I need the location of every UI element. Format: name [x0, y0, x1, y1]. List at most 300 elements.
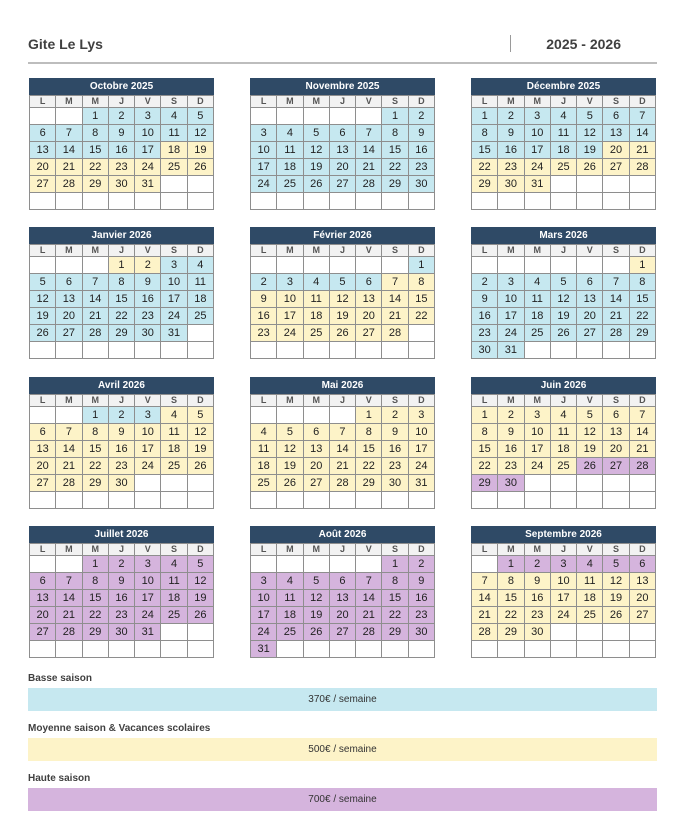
day-cell[interactable]: 19: [303, 607, 329, 624]
day-cell[interactable]: 12: [603, 573, 629, 590]
day-cell[interactable]: 4: [187, 257, 213, 274]
day-cell[interactable]: 14: [356, 590, 382, 607]
day-cell[interactable]: 11: [550, 424, 576, 441]
day-cell[interactable]: 5: [187, 108, 213, 125]
day-cell[interactable]: 7: [382, 274, 408, 291]
day-cell[interactable]: 30: [408, 624, 434, 641]
day-cell[interactable]: 29: [82, 475, 108, 492]
day-cell[interactable]: 7: [329, 424, 355, 441]
day-cell[interactable]: 1: [498, 556, 524, 573]
day-cell[interactable]: 12: [550, 291, 576, 308]
day-cell[interactable]: 4: [303, 274, 329, 291]
day-cell[interactable]: 8: [82, 424, 108, 441]
day-cell[interactable]: 12: [303, 590, 329, 607]
day-cell[interactable]: 9: [251, 291, 277, 308]
day-cell[interactable]: 16: [408, 590, 434, 607]
day-cell[interactable]: 6: [56, 274, 82, 291]
day-cell[interactable]: 13: [329, 590, 355, 607]
day-cell[interactable]: 17: [524, 142, 550, 159]
day-cell[interactable]: 28: [629, 159, 655, 176]
day-cell[interactable]: 5: [329, 274, 355, 291]
day-cell[interactable]: 28: [82, 325, 108, 342]
day-cell[interactable]: 30: [108, 475, 134, 492]
day-cell[interactable]: 20: [629, 590, 655, 607]
day-cell[interactable]: 15: [82, 441, 108, 458]
day-cell[interactable]: 4: [550, 108, 576, 125]
day-cell[interactable]: 9: [498, 424, 524, 441]
day-cell[interactable]: 2: [382, 407, 408, 424]
day-cell[interactable]: 31: [161, 325, 187, 342]
day-cell[interactable]: 24: [135, 159, 161, 176]
day-cell[interactable]: 7: [56, 424, 82, 441]
day-cell[interactable]: 10: [135, 424, 161, 441]
day-cell[interactable]: 14: [603, 291, 629, 308]
day-cell[interactable]: 7: [356, 125, 382, 142]
day-cell[interactable]: 27: [577, 325, 603, 342]
day-cell[interactable]: 19: [329, 308, 355, 325]
day-cell[interactable]: 24: [251, 176, 277, 193]
day-cell[interactable]: 22: [472, 458, 498, 475]
day-cell[interactable]: 5: [603, 556, 629, 573]
day-cell[interactable]: 7: [82, 274, 108, 291]
day-cell[interactable]: 3: [251, 125, 277, 142]
day-cell[interactable]: 27: [30, 475, 56, 492]
day-cell[interactable]: 22: [82, 159, 108, 176]
day-cell[interactable]: 3: [161, 257, 187, 274]
day-cell[interactable]: 5: [187, 556, 213, 573]
day-cell[interactable]: 5: [303, 125, 329, 142]
day-cell[interactable]: 11: [161, 125, 187, 142]
day-cell[interactable]: 21: [603, 308, 629, 325]
day-cell[interactable]: 12: [187, 125, 213, 142]
day-cell[interactable]: 15: [108, 291, 134, 308]
day-cell[interactable]: 27: [603, 159, 629, 176]
day-cell[interactable]: 16: [472, 308, 498, 325]
day-cell[interactable]: 25: [161, 458, 187, 475]
day-cell[interactable]: 21: [629, 441, 655, 458]
day-cell[interactable]: 25: [577, 607, 603, 624]
day-cell[interactable]: 21: [472, 607, 498, 624]
day-cell[interactable]: 13: [603, 424, 629, 441]
day-cell[interactable]: 2: [524, 556, 550, 573]
day-cell[interactable]: 16: [382, 441, 408, 458]
day-cell[interactable]: 24: [524, 159, 550, 176]
day-cell[interactable]: 25: [303, 325, 329, 342]
day-cell[interactable]: 22: [408, 308, 434, 325]
day-cell[interactable]: 24: [408, 458, 434, 475]
day-cell[interactable]: 1: [472, 108, 498, 125]
day-cell[interactable]: 28: [603, 325, 629, 342]
day-cell[interactable]: 27: [329, 624, 355, 641]
day-cell[interactable]: 13: [577, 291, 603, 308]
day-cell[interactable]: 19: [187, 441, 213, 458]
day-cell[interactable]: 12: [303, 142, 329, 159]
day-cell[interactable]: 23: [108, 607, 134, 624]
day-cell[interactable]: 31: [408, 475, 434, 492]
day-cell[interactable]: 26: [329, 325, 355, 342]
day-cell[interactable]: 27: [629, 607, 655, 624]
day-cell[interactable]: 20: [577, 308, 603, 325]
day-cell[interactable]: 25: [524, 325, 550, 342]
day-cell[interactable]: 15: [356, 441, 382, 458]
day-cell[interactable]: 24: [161, 308, 187, 325]
day-cell[interactable]: 11: [577, 573, 603, 590]
day-cell[interactable]: 9: [108, 573, 134, 590]
day-cell[interactable]: 22: [82, 458, 108, 475]
day-cell[interactable]: 1: [382, 108, 408, 125]
day-cell[interactable]: 15: [382, 142, 408, 159]
day-cell[interactable]: 16: [108, 441, 134, 458]
day-cell[interactable]: 17: [498, 308, 524, 325]
day-cell[interactable]: 14: [56, 441, 82, 458]
day-cell[interactable]: 17: [135, 441, 161, 458]
day-cell[interactable]: 24: [277, 325, 303, 342]
day-cell[interactable]: 4: [524, 274, 550, 291]
day-cell[interactable]: 31: [498, 342, 524, 359]
day-cell[interactable]: 4: [277, 573, 303, 590]
day-cell[interactable]: 7: [56, 125, 82, 142]
day-cell[interactable]: 29: [382, 624, 408, 641]
day-cell[interactable]: 22: [82, 607, 108, 624]
day-cell[interactable]: 13: [356, 291, 382, 308]
day-cell[interactable]: 1: [408, 257, 434, 274]
day-cell[interactable]: 10: [251, 142, 277, 159]
day-cell[interactable]: 6: [329, 573, 355, 590]
day-cell[interactable]: 2: [408, 108, 434, 125]
day-cell[interactable]: 29: [382, 176, 408, 193]
day-cell[interactable]: 13: [30, 142, 56, 159]
day-cell[interactable]: 11: [550, 125, 576, 142]
day-cell[interactable]: 7: [629, 108, 655, 125]
day-cell[interactable]: 6: [303, 424, 329, 441]
day-cell[interactable]: 3: [135, 108, 161, 125]
day-cell[interactable]: 15: [498, 590, 524, 607]
day-cell[interactable]: 6: [356, 274, 382, 291]
day-cell[interactable]: 29: [629, 325, 655, 342]
day-cell[interactable]: 3: [251, 573, 277, 590]
day-cell[interactable]: 26: [577, 458, 603, 475]
day-cell[interactable]: 10: [524, 125, 550, 142]
day-cell[interactable]: 23: [498, 159, 524, 176]
day-cell[interactable]: 13: [329, 142, 355, 159]
day-cell[interactable]: 23: [524, 607, 550, 624]
day-cell[interactable]: 14: [629, 125, 655, 142]
day-cell[interactable]: 5: [30, 274, 56, 291]
day-cell[interactable]: 18: [161, 142, 187, 159]
day-cell[interactable]: 27: [30, 624, 56, 641]
day-cell[interactable]: 28: [472, 624, 498, 641]
day-cell[interactable]: 29: [82, 176, 108, 193]
day-cell[interactable]: 29: [108, 325, 134, 342]
day-cell[interactable]: 15: [472, 142, 498, 159]
day-cell[interactable]: 18: [277, 607, 303, 624]
day-cell[interactable]: 8: [108, 274, 134, 291]
day-cell[interactable]: 18: [550, 142, 576, 159]
day-cell[interactable]: 19: [550, 308, 576, 325]
day-cell[interactable]: 18: [577, 590, 603, 607]
day-cell[interactable]: 1: [629, 257, 655, 274]
day-cell[interactable]: 2: [498, 108, 524, 125]
day-cell[interactable]: 15: [472, 441, 498, 458]
day-cell[interactable]: 26: [187, 458, 213, 475]
day-cell[interactable]: 22: [498, 607, 524, 624]
day-cell[interactable]: 23: [408, 607, 434, 624]
day-cell[interactable]: 16: [408, 142, 434, 159]
day-cell[interactable]: 29: [472, 475, 498, 492]
day-cell[interactable]: 3: [524, 108, 550, 125]
day-cell[interactable]: 16: [524, 590, 550, 607]
day-cell[interactable]: 2: [108, 108, 134, 125]
day-cell[interactable]: 22: [629, 308, 655, 325]
day-cell[interactable]: 11: [277, 590, 303, 607]
day-cell[interactable]: 4: [577, 556, 603, 573]
day-cell[interactable]: 30: [382, 475, 408, 492]
day-cell[interactable]: 26: [187, 159, 213, 176]
day-cell[interactable]: 20: [30, 458, 56, 475]
day-cell[interactable]: 20: [329, 159, 355, 176]
day-cell[interactable]: 18: [277, 159, 303, 176]
day-cell[interactable]: 28: [356, 624, 382, 641]
day-cell[interactable]: 15: [629, 291, 655, 308]
day-cell[interactable]: 16: [108, 142, 134, 159]
day-cell[interactable]: 14: [329, 441, 355, 458]
day-cell[interactable]: 11: [251, 441, 277, 458]
day-cell[interactable]: 10: [550, 573, 576, 590]
day-cell[interactable]: 10: [277, 291, 303, 308]
day-cell[interactable]: 28: [356, 176, 382, 193]
day-cell[interactable]: 13: [303, 441, 329, 458]
day-cell[interactable]: 10: [524, 424, 550, 441]
day-cell[interactable]: 3: [524, 407, 550, 424]
day-cell[interactable]: 8: [356, 424, 382, 441]
day-cell[interactable]: 3: [277, 274, 303, 291]
day-cell[interactable]: 20: [603, 142, 629, 159]
day-cell[interactable]: 16: [108, 590, 134, 607]
day-cell[interactable]: 19: [577, 441, 603, 458]
day-cell[interactable]: 12: [329, 291, 355, 308]
day-cell[interactable]: 18: [161, 441, 187, 458]
day-cell[interactable]: 22: [108, 308, 134, 325]
day-cell[interactable]: 2: [408, 556, 434, 573]
day-cell[interactable]: 17: [277, 308, 303, 325]
day-cell[interactable]: 21: [356, 607, 382, 624]
day-cell[interactable]: 23: [408, 159, 434, 176]
day-cell[interactable]: 1: [82, 407, 108, 424]
day-cell[interactable]: 19: [303, 159, 329, 176]
day-cell[interactable]: 22: [382, 159, 408, 176]
day-cell[interactable]: 24: [251, 624, 277, 641]
day-cell[interactable]: 20: [329, 607, 355, 624]
day-cell[interactable]: 4: [161, 556, 187, 573]
day-cell[interactable]: 24: [498, 325, 524, 342]
day-cell[interactable]: 13: [56, 291, 82, 308]
day-cell[interactable]: 27: [303, 475, 329, 492]
day-cell[interactable]: 10: [408, 424, 434, 441]
day-cell[interactable]: 2: [251, 274, 277, 291]
day-cell[interactable]: 12: [577, 125, 603, 142]
day-cell[interactable]: 27: [56, 325, 82, 342]
day-cell[interactable]: 26: [303, 176, 329, 193]
day-cell[interactable]: 13: [30, 441, 56, 458]
day-cell[interactable]: 25: [251, 475, 277, 492]
day-cell[interactable]: 21: [329, 458, 355, 475]
day-cell[interactable]: 17: [135, 590, 161, 607]
day-cell[interactable]: 23: [472, 325, 498, 342]
day-cell[interactable]: 9: [498, 125, 524, 142]
day-cell[interactable]: 12: [277, 441, 303, 458]
day-cell[interactable]: 18: [187, 291, 213, 308]
day-cell[interactable]: 25: [187, 308, 213, 325]
day-cell[interactable]: 27: [329, 176, 355, 193]
day-cell[interactable]: 8: [472, 424, 498, 441]
day-cell[interactable]: 5: [303, 573, 329, 590]
day-cell[interactable]: 23: [251, 325, 277, 342]
day-cell[interactable]: 10: [251, 590, 277, 607]
day-cell[interactable]: 19: [277, 458, 303, 475]
day-cell[interactable]: 24: [524, 458, 550, 475]
day-cell[interactable]: 30: [108, 176, 134, 193]
day-cell[interactable]: 1: [82, 556, 108, 573]
day-cell[interactable]: 21: [382, 308, 408, 325]
day-cell[interactable]: 20: [56, 308, 82, 325]
day-cell[interactable]: 1: [356, 407, 382, 424]
day-cell[interactable]: 11: [161, 573, 187, 590]
day-cell[interactable]: 4: [161, 108, 187, 125]
day-cell[interactable]: 20: [303, 458, 329, 475]
day-cell[interactable]: 28: [629, 458, 655, 475]
day-cell[interactable]: 11: [524, 291, 550, 308]
day-cell[interactable]: 19: [603, 590, 629, 607]
day-cell[interactable]: 12: [187, 573, 213, 590]
day-cell[interactable]: 10: [161, 274, 187, 291]
day-cell[interactable]: 28: [56, 475, 82, 492]
day-cell[interactable]: 9: [408, 125, 434, 142]
day-cell[interactable]: 30: [472, 342, 498, 359]
day-cell[interactable]: 21: [356, 159, 382, 176]
day-cell[interactable]: 1: [108, 257, 134, 274]
day-cell[interactable]: 7: [472, 573, 498, 590]
day-cell[interactable]: 19: [577, 142, 603, 159]
day-cell[interactable]: 30: [498, 475, 524, 492]
day-cell[interactable]: 12: [187, 424, 213, 441]
day-cell[interactable]: 16: [498, 441, 524, 458]
day-cell[interactable]: 14: [382, 291, 408, 308]
day-cell[interactable]: 31: [524, 176, 550, 193]
day-cell[interactable]: 14: [82, 291, 108, 308]
day-cell[interactable]: 23: [108, 159, 134, 176]
day-cell[interactable]: 1: [382, 556, 408, 573]
day-cell[interactable]: 3: [135, 556, 161, 573]
day-cell[interactable]: 7: [629, 407, 655, 424]
day-cell[interactable]: 16: [251, 308, 277, 325]
day-cell[interactable]: 14: [629, 424, 655, 441]
day-cell[interactable]: 9: [382, 424, 408, 441]
day-cell[interactable]: 4: [251, 424, 277, 441]
day-cell[interactable]: 13: [603, 125, 629, 142]
day-cell[interactable]: 8: [408, 274, 434, 291]
day-cell[interactable]: 21: [56, 458, 82, 475]
day-cell[interactable]: 20: [356, 308, 382, 325]
day-cell[interactable]: 14: [56, 590, 82, 607]
day-cell[interactable]: 17: [161, 291, 187, 308]
day-cell[interactable]: 6: [577, 274, 603, 291]
day-cell[interactable]: 6: [603, 407, 629, 424]
day-cell[interactable]: 14: [472, 590, 498, 607]
day-cell[interactable]: 10: [135, 573, 161, 590]
day-cell[interactable]: 5: [187, 407, 213, 424]
day-cell[interactable]: 25: [550, 159, 576, 176]
day-cell[interactable]: 26: [187, 607, 213, 624]
day-cell[interactable]: 9: [524, 573, 550, 590]
day-cell[interactable]: 25: [277, 176, 303, 193]
day-cell[interactable]: 30: [408, 176, 434, 193]
day-cell[interactable]: 10: [135, 125, 161, 142]
day-cell[interactable]: 4: [550, 407, 576, 424]
day-cell[interactable]: 28: [382, 325, 408, 342]
day-cell[interactable]: 21: [629, 142, 655, 159]
day-cell[interactable]: 8: [82, 573, 108, 590]
day-cell[interactable]: 18: [524, 308, 550, 325]
day-cell[interactable]: 8: [472, 125, 498, 142]
day-cell[interactable]: 7: [356, 573, 382, 590]
day-cell[interactable]: 8: [382, 125, 408, 142]
day-cell[interactable]: 28: [329, 475, 355, 492]
day-cell[interactable]: 31: [251, 641, 277, 658]
day-cell[interactable]: 15: [382, 590, 408, 607]
day-cell[interactable]: 3: [550, 556, 576, 573]
day-cell[interactable]: 17: [550, 590, 576, 607]
day-cell[interactable]: 31: [135, 176, 161, 193]
day-cell[interactable]: 6: [603, 108, 629, 125]
day-cell[interactable]: 23: [498, 458, 524, 475]
day-cell[interactable]: 21: [56, 607, 82, 624]
day-cell[interactable]: 27: [30, 176, 56, 193]
day-cell[interactable]: 24: [550, 607, 576, 624]
day-cell[interactable]: 18: [251, 458, 277, 475]
day-cell[interactable]: 10: [498, 291, 524, 308]
day-cell[interactable]: 8: [82, 125, 108, 142]
day-cell[interactable]: 11: [303, 291, 329, 308]
day-cell[interactable]: 26: [550, 325, 576, 342]
day-cell[interactable]: 13: [30, 590, 56, 607]
day-cell[interactable]: 29: [498, 624, 524, 641]
day-cell[interactable]: 19: [30, 308, 56, 325]
day-cell[interactable]: 14: [356, 142, 382, 159]
day-cell[interactable]: 23: [108, 458, 134, 475]
day-cell[interactable]: 1: [82, 108, 108, 125]
day-cell[interactable]: 2: [135, 257, 161, 274]
day-cell[interactable]: 11: [161, 424, 187, 441]
day-cell[interactable]: 25: [277, 624, 303, 641]
day-cell[interactable]: 24: [135, 607, 161, 624]
day-cell[interactable]: 13: [629, 573, 655, 590]
day-cell[interactable]: 9: [108, 424, 134, 441]
day-cell[interactable]: 5: [277, 424, 303, 441]
day-cell[interactable]: 15: [408, 291, 434, 308]
day-cell[interactable]: 19: [187, 590, 213, 607]
day-cell[interactable]: 2: [108, 556, 134, 573]
day-cell[interactable]: 8: [382, 573, 408, 590]
day-cell[interactable]: 20: [603, 441, 629, 458]
day-cell[interactable]: 22: [472, 159, 498, 176]
day-cell[interactable]: 15: [82, 142, 108, 159]
day-cell[interactable]: 26: [303, 624, 329, 641]
day-cell[interactable]: 26: [603, 607, 629, 624]
day-cell[interactable]: 28: [56, 624, 82, 641]
day-cell[interactable]: 29: [472, 176, 498, 193]
day-cell[interactable]: 6: [629, 556, 655, 573]
day-cell[interactable]: 12: [30, 291, 56, 308]
